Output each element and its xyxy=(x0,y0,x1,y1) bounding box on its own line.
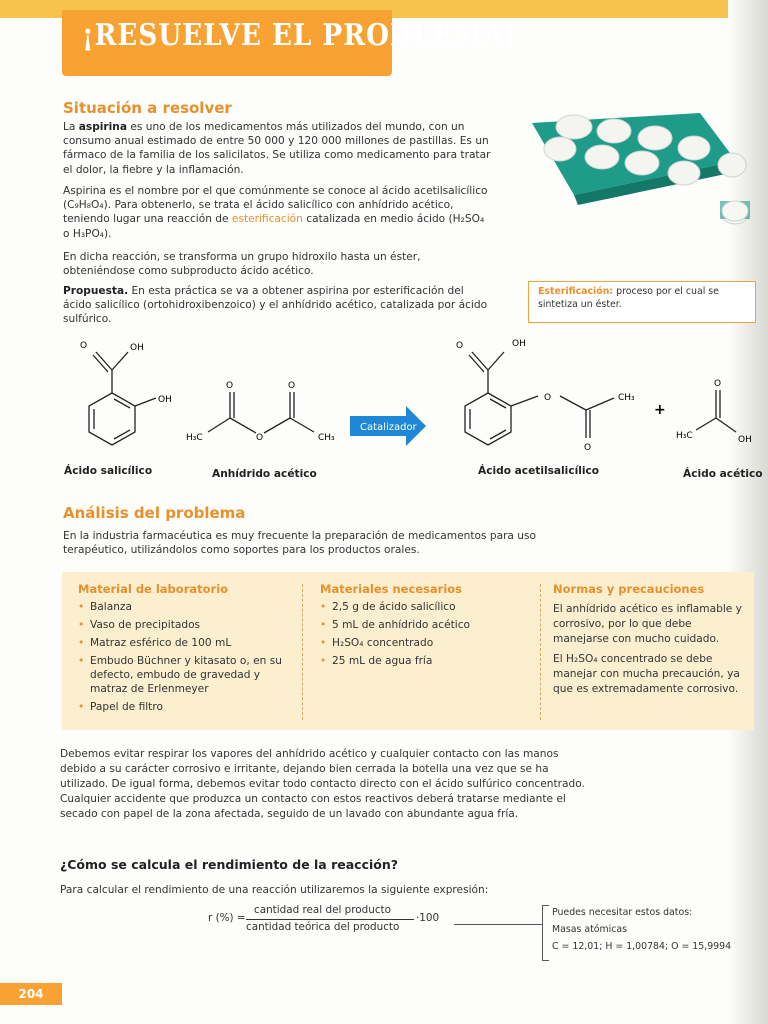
connector-line xyxy=(454,924,542,925)
paragraph-acetilsalicilico: Aspirina es el nombre por el que comúnmente se conoce al ácido acetilsalicílico (C₉H₈O₄). Para obtenerlo, se trata el ácido salicílico con anhídrido acético, teniendo lugar una reacción de esterificación catalizada en medio ácido (H₂SO₄ o H₃PO₄). xyxy=(63,185,488,240)
plus-sign: + xyxy=(654,402,666,418)
paragraph-analisis: En la industria farmacéutica es muy frecuente la preparación de medicamentos para uso terapéutico, utilizándolos como soportes para los productos orales. xyxy=(63,530,537,557)
normas-text-1: El anhídrido acético es inflamable y corrosivo, por lo que debe manejarse con mucho cuidado. xyxy=(553,603,742,645)
data-bracket xyxy=(542,905,549,961)
atom-o: O xyxy=(584,443,592,453)
paragraph-reaccion: En dicha reacción, se transforma un grupo hidroxilo hasta un éster, obteniéndose como subproducto ácido acético. xyxy=(63,251,421,278)
formula-denominator: cantidad teórica del producto xyxy=(246,921,400,933)
data-title: Puedes necesitar estos datos: xyxy=(552,907,693,918)
paragraph-rendimiento-intro: Para calcular el rendimiento de una reacción utilizaremos la siguiente expresión: xyxy=(60,884,489,896)
data-values: C = 12,01; H = 1,00784; O = 15,9994 xyxy=(552,941,732,952)
list-item: • H₂SO₄ concentrado xyxy=(320,634,535,652)
paragraph-aspirina: La aspirina es uno de los medicamentos más utilizados del mundo, con un consumo anual estimado de entre 50 000 y 120 000 millones de pastillas. Es un fármaco de la familia de los salicilatos. Se utiliza como medicamento para tratar el dolor, la fiebre y la inflamación. xyxy=(63,121,491,176)
list-item: • 25 mL de agua fría xyxy=(320,652,535,670)
section-heading-situacion: Situación a resolver xyxy=(63,99,232,117)
atom-o: O xyxy=(226,381,234,391)
normas-text-2: El H₂SO₄ concentrado se debe manejar con mucha precaución, ya que es extremadamente corrosivo. xyxy=(553,653,740,695)
formula-numerator: cantidad real del producto xyxy=(254,904,391,916)
formula-factor: ·100 xyxy=(416,912,440,924)
atom-o: O xyxy=(80,341,88,351)
label-anhidrido-acetico: Anhídrido acético xyxy=(212,468,317,480)
paragraph-propuesta: Propuesta. En esta práctica se va a obtener aspirina por esterificación del ácido salicílico (ortohidroxibenzoico) y el anhídrido acético, catalizada por ácido sulfúrico. xyxy=(63,285,488,326)
material-lab-list xyxy=(78,598,300,716)
acetic-anhydride-structure xyxy=(208,392,314,433)
definition-text: Esterificación: proceso por el cual se sintetiza un éster. xyxy=(538,286,719,310)
formula-lhs: r (%) = xyxy=(208,912,246,924)
atom-oh: OH xyxy=(512,339,526,349)
atomic-data-box xyxy=(552,904,731,955)
materiales-list xyxy=(320,598,535,670)
link-esterificacion[interactable]: esterificación xyxy=(231,213,303,226)
atom-oh: OH xyxy=(130,343,144,353)
atom-o: O xyxy=(288,381,296,391)
atom-o: O xyxy=(544,393,552,403)
atom-ch3: CH₃ xyxy=(618,393,635,403)
section-heading-rendimiento: ¿Cómo se calcula el rendimiento de la reacción? xyxy=(60,857,399,872)
normas-title: Normas y precauciones xyxy=(553,582,705,596)
materiales-title: Materiales necesarios xyxy=(320,582,463,596)
catalyst-label: Catalizador xyxy=(360,422,417,433)
label-acido-salicilico: Ácido salicílico xyxy=(64,465,153,477)
atom-h3c: H₃C xyxy=(676,431,693,441)
atom-ch3: CH₃ xyxy=(318,433,335,443)
acetylsalicylic-acid-structure xyxy=(465,352,614,445)
material-lab-title: Material de laboratorio xyxy=(78,582,229,596)
section-heading-analisis: Análisis del problema xyxy=(63,504,246,522)
list-item: • Matraz esférico de 100 mL xyxy=(78,634,300,652)
paragraph-warning: Debemos evitar respirar los vapores del anhídrido acético y cualquier contacto con las manos debido a su carácter corrosivo e irritante, dejando bien cerrada la botella una vez que se ha utilizado. De igual forma, debemos evitar todo contacto directo con el ácido sulfúrico concentrado. Cualquier accidente que produzca un contacto con estos reactivos deberá tratarse mediante el secado con papel de la zona afectada, seguido de un lavado con abundante agua fría. xyxy=(60,748,585,820)
aspirin-blister-image xyxy=(522,105,758,225)
page-title: ¡RESUELVE EL PROBLEMA! xyxy=(82,18,518,53)
data-subtitle: Masas atómicas xyxy=(552,924,628,935)
column-divider xyxy=(540,584,541,720)
reaction-diagram xyxy=(60,330,760,490)
list-item: • 2,5 g de ácido salicílico xyxy=(320,598,535,616)
label-acido-acetico: Ácido acético xyxy=(683,468,763,480)
salicylic-acid-structure xyxy=(89,352,156,445)
acetic-acid-structure xyxy=(696,390,736,432)
atom-h3c: H₃C xyxy=(186,433,203,443)
fraction-bar xyxy=(246,919,414,920)
atom-o: O xyxy=(256,433,264,443)
atom-o: O xyxy=(456,341,464,351)
list-item: • 5 mL de anhídrido acético xyxy=(320,616,535,634)
list-item: • Embudo Büchner y kitasato o, en su defecto, embudo de gravedad y matraz de Erlenmeyer xyxy=(78,652,300,698)
page-number: 204 xyxy=(0,983,62,1005)
label-acido-acetilsalicilico: Ácido acetilsalicílico xyxy=(478,465,600,477)
atom-oh: OH xyxy=(738,435,752,445)
list-item: • Balanza xyxy=(78,598,300,616)
column-divider xyxy=(302,584,303,720)
list-item: • Papel de filtro xyxy=(78,698,300,716)
atom-o: O xyxy=(714,379,722,389)
atom-oh: OH xyxy=(158,395,172,405)
list-item: • Vaso de precipitados xyxy=(78,616,300,634)
